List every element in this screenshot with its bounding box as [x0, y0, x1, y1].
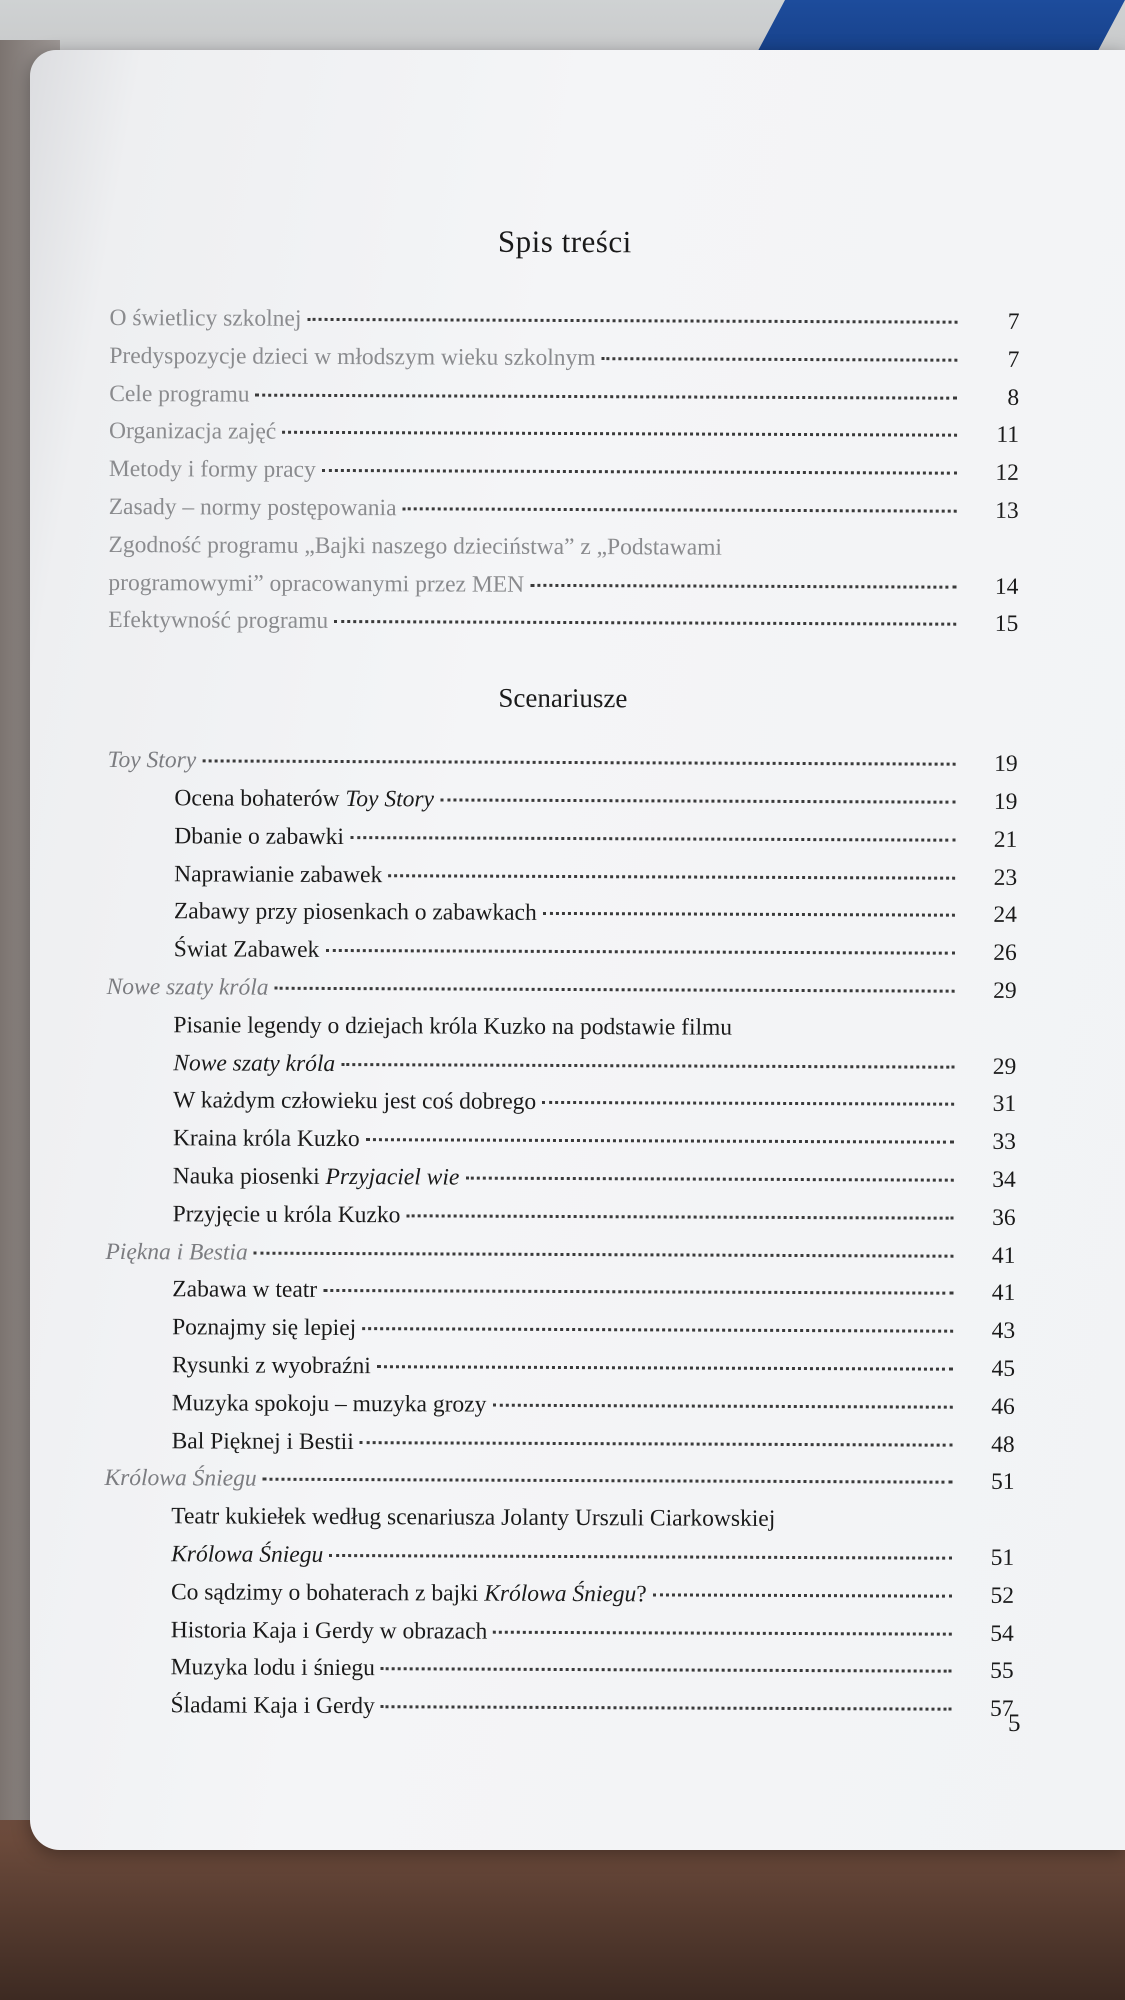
toc-chapter[interactable] [104, 1460, 1014, 1502]
toc-entry-label: Organizacja zajęć [108, 418, 277, 446]
toc-entry-page: 48 [991, 1431, 1015, 1458]
toc-entry-label: Świat Zabawek [173, 936, 320, 964]
toc-entry[interactable] [106, 1045, 1016, 1087]
toc-entry-page: 31 [992, 1091, 1017, 1118]
toc-entry[interactable] [109, 300, 1019, 342]
toc-entry[interactable] [109, 489, 1019, 531]
toc-entry-page: 21 [993, 826, 1018, 853]
book-page [30, 50, 1125, 1850]
dot-leader [263, 1478, 953, 1484]
dot-leader [307, 318, 957, 324]
toc-entry-page: 41 [991, 1280, 1016, 1307]
toc-entry-page: 54 [990, 1620, 1014, 1647]
toc-entry-page: 12 [995, 460, 1019, 487]
dot-leader [381, 1667, 952, 1672]
toc-entry-page: 29 [993, 977, 1017, 1004]
toc-entry-page: 34 [992, 1166, 1016, 1193]
toc-entry-page: 14 [994, 573, 1019, 600]
toc-entry-page: 29 [992, 1053, 1017, 1080]
toc-entry[interactable] [106, 1082, 1016, 1124]
dot-leader [388, 874, 955, 879]
dot-leader [334, 620, 956, 626]
toc-entry-page: 8 [1007, 384, 1020, 411]
toc-entry-page: 7 [1007, 308, 1020, 335]
toc-entry[interactable] [105, 1423, 1015, 1465]
toc-entry-page: 23 [993, 864, 1018, 891]
dot-leader [275, 987, 955, 993]
toc-entry-label: Teatr kukiełek według scenariusza Jolanty Urszuli Ciarkowskiej [171, 1503, 776, 1533]
toc-entry-label: Śladami Kaja i Gerdy [170, 1692, 375, 1720]
toc-entry-label: Nauka piosenki Przyjaciel wie [172, 1163, 460, 1191]
toc-entry-label: Zgodność programu „Bajki naszego dzieciństwa” z „Podstawami [108, 531, 723, 561]
toc-entry-label: Muzyka lodu i śniegu [170, 1654, 376, 1682]
dot-leader [366, 1138, 954, 1144]
dot-leader [323, 1289, 953, 1295]
dot-leader [653, 1593, 952, 1597]
toc-entry[interactable] [107, 893, 1017, 935]
toc-chapter-label: Królowa Śniegu [104, 1465, 257, 1492]
toc-chapter[interactable] [105, 1234, 1015, 1276]
toc-entry-page: 43 [991, 1317, 1016, 1345]
dot-leader [254, 1251, 954, 1257]
dot-leader [360, 1441, 953, 1447]
toc-entry-label: Bal Pięknej i Bestii [171, 1427, 354, 1455]
dot-leader [341, 1063, 954, 1069]
toc-entry[interactable] [103, 1687, 1013, 1729]
dot-leader [325, 949, 954, 955]
toc-entry[interactable] [106, 1158, 1016, 1200]
toc-entry-page: 51 [990, 1469, 1015, 1496]
toc-entry-page: 33 [992, 1129, 1017, 1156]
contents-list [108, 300, 1019, 644]
toc-entry-label: Metody i formy pracy [108, 456, 316, 484]
toc-entry-page: 45 [991, 1355, 1016, 1382]
toc-entry-page: 26 [993, 940, 1017, 967]
toc-entry-label: Kraina króla Kuzko [172, 1125, 360, 1153]
toc-entry-first-line[interactable] [106, 1007, 1016, 1049]
toc-entry[interactable] [107, 931, 1017, 973]
toc-entry-page: 55 [990, 1658, 1014, 1685]
toc-entry-label: Rysunki z wyobraźni [171, 1352, 371, 1380]
toc-entry-page: 7 [1007, 346, 1020, 373]
dot-leader [403, 507, 957, 512]
toc-entry[interactable] [105, 1385, 1015, 1427]
contents-title: Spis treści [497, 223, 632, 260]
dot-leader [282, 431, 957, 437]
toc-chapter-label: Nowe szaty króla [106, 973, 269, 1001]
dot-leader [492, 1403, 952, 1408]
toc-entry-label: Pisanie legendy o dziejach króla Kuzko na podstawie filmu [173, 1012, 733, 1041]
toc-entry[interactable] [107, 856, 1017, 898]
dot-leader [322, 469, 957, 475]
toc-chapter-label: Piękna i Bestia [105, 1238, 248, 1266]
toc-entry[interactable] [104, 1611, 1014, 1653]
toc-entry-label: Zasady – normy postępowania [108, 493, 397, 522]
toc-entry-label: W każdym człowieku jest coś dobrego [173, 1087, 537, 1116]
dot-leader [381, 1705, 952, 1710]
toc-entry[interactable] [104, 1536, 1014, 1578]
scenarios-list [103, 742, 1017, 1729]
toc-entry[interactable] [105, 1271, 1015, 1313]
toc-entry-page: 36 [992, 1204, 1016, 1231]
dot-leader [202, 760, 955, 766]
toc-entry-page: 11 [996, 422, 1020, 449]
toc-entry[interactable] [108, 565, 1018, 607]
toc-entry-label: Przyjęcie u króla Kuzko [172, 1201, 401, 1229]
toc-entry[interactable] [104, 1649, 1014, 1691]
toc-entry-label: programowymi” opracowanymi przez MEN [108, 569, 525, 598]
toc-entry-page: 19 [993, 788, 1018, 815]
toc-entry[interactable] [106, 1196, 1016, 1238]
dot-leader [543, 912, 955, 917]
toc-entry-page: 13 [995, 497, 1019, 524]
toc-entry-page: 19 [994, 751, 1018, 778]
toc-entry-label: Poznajmy się lepiej [172, 1314, 357, 1342]
toc-entry[interactable] [109, 376, 1019, 418]
toc-entry-label: Ocena bohaterów Toy Story [174, 785, 435, 813]
toc-entry[interactable] [109, 451, 1019, 493]
dot-leader [329, 1554, 952, 1560]
dot-leader [256, 393, 958, 399]
toc-entry-page: 15 [994, 611, 1019, 638]
toc-entry-label: Co sądzimy o bohaterach z bajki Królowa Śniegu? [170, 1578, 647, 1608]
toc-entry-label: Zabawa w teatr [172, 1276, 318, 1304]
toc-entry-label: Dbanie o zabawki [174, 823, 345, 850]
dot-leader [350, 836, 955, 842]
toc-chapter-label: Toy Story [107, 747, 197, 774]
toc-entry-first-line[interactable] [108, 527, 1018, 569]
toc-entry-label: Efektywność programu [108, 607, 329, 635]
dot-leader [542, 1101, 954, 1106]
toc-entry-label: Cele programu [109, 380, 250, 408]
toc-entry-label: Muzyka spokoju – muzyka grozy [171, 1389, 487, 1418]
toc-chapter[interactable] [107, 969, 1017, 1011]
toc-entry[interactable] [107, 780, 1017, 822]
toc-entry-label: Nowe szaty króla [173, 1049, 336, 1077]
toc-chapter[interactable] [108, 742, 1018, 784]
toc-entry-page: 24 [993, 902, 1018, 929]
dot-leader [493, 1630, 952, 1635]
toc-entry[interactable] [105, 1309, 1015, 1351]
toc-entry-page: 41 [991, 1242, 1016, 1269]
dot-leader [530, 583, 956, 588]
toc-entry[interactable] [109, 413, 1019, 455]
toc-entry[interactable] [106, 1120, 1016, 1162]
dot-leader [465, 1176, 953, 1181]
toc-entry[interactable] [107, 818, 1017, 860]
toc-entry-label: Predyspozycje dzieci w młodszym wieku szkolnym [109, 342, 596, 371]
dot-leader [406, 1214, 953, 1219]
toc-entry-label: Zabawy przy piosenkach o zabawkach [173, 898, 537, 927]
toc-entry-page: 46 [991, 1393, 1015, 1420]
toc-entry-label: Historia Kaja i Gerdy w obrazach [170, 1616, 488, 1645]
dot-leader [602, 357, 958, 362]
toc-entry[interactable] [105, 1347, 1015, 1389]
dot-leader [362, 1327, 953, 1333]
toc-entry-label: Naprawianie zabawek [174, 860, 383, 888]
toc-entry-first-line[interactable] [104, 1498, 1014, 1540]
toc-entry-label: Królowa Śniegu [171, 1541, 324, 1568]
toc-entry[interactable] [108, 602, 1018, 644]
dot-leader [440, 798, 955, 803]
page-number: 5 [1008, 1710, 1021, 1737]
table-of-contents [103, 215, 1020, 1729]
toc-entry-page: 52 [990, 1582, 1015, 1609]
toc-entry-page: 57 [989, 1695, 1014, 1723]
toc-entry-label: O świetlicy szkolnej [109, 304, 302, 332]
scenarios-heading: Scenariusze [498, 682, 628, 714]
toc-entry[interactable] [109, 338, 1019, 380]
dot-leader [377, 1365, 953, 1371]
toc-entry-page: 51 [990, 1544, 1015, 1571]
toc-entry[interactable] [104, 1574, 1014, 1616]
